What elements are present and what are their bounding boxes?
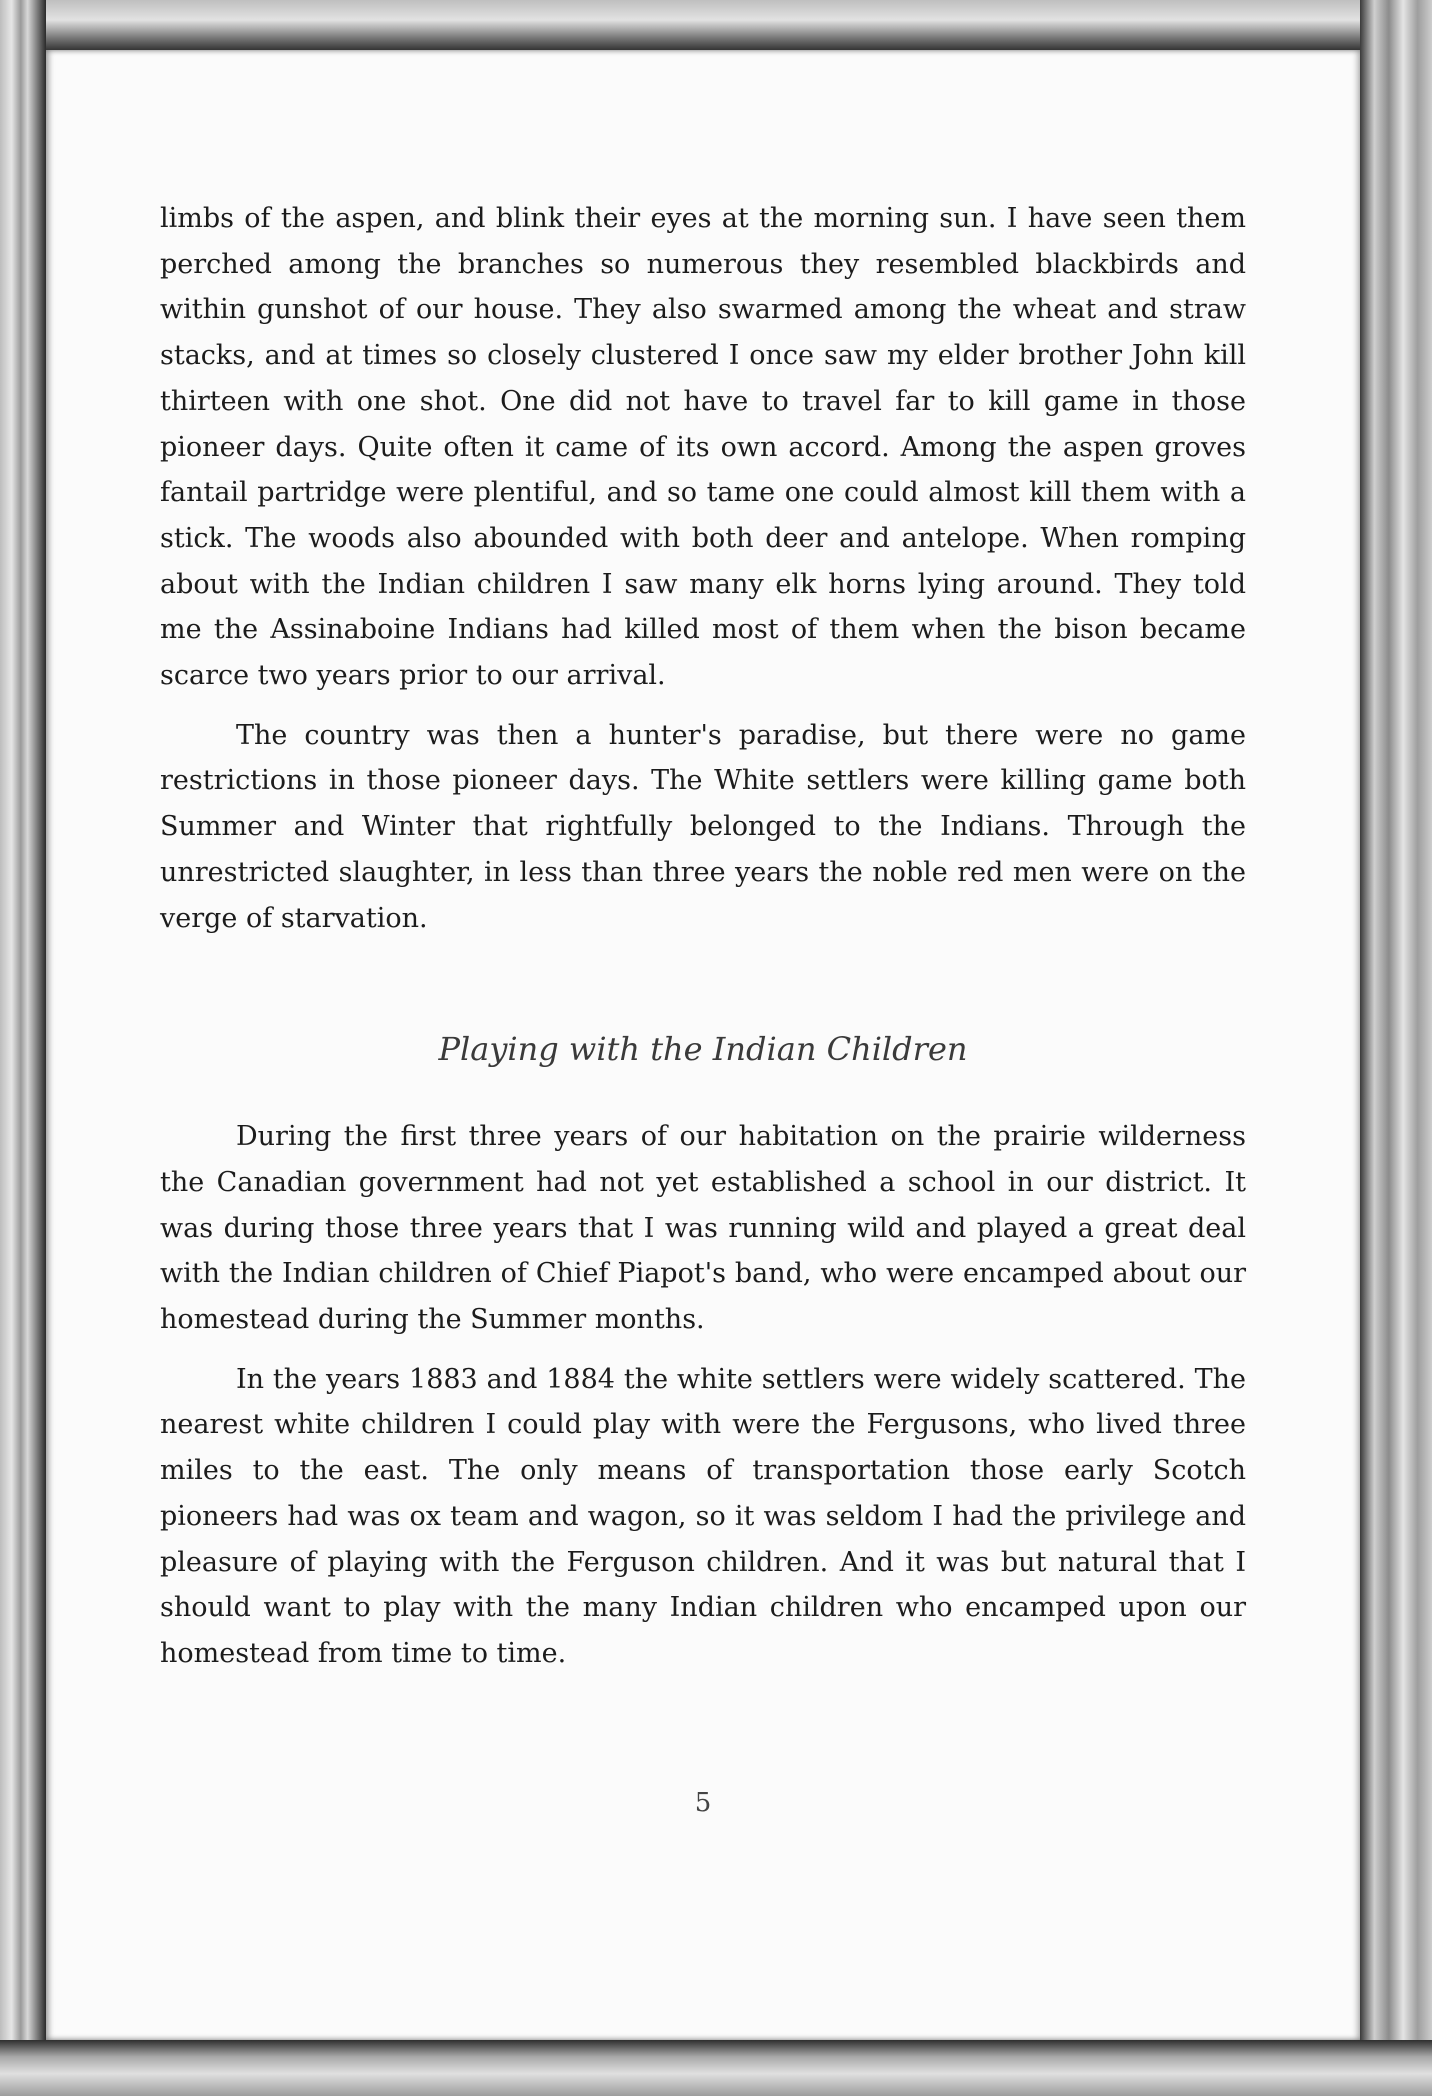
section-heading: Playing with the Indian Children: [438, 1030, 968, 1069]
paragraph-first-three-years: During the first three years of our habitation on the prairie wilderness the Canadian government had not yet established a school in our district. It was during those three years that I was running wild and played a great deal with the Indian children of Chief Piapot's band, who were encamped about our homestead during the Summer months.: [160, 1121, 1246, 1336]
page-body: [160, 196, 1246, 1691]
paragraph-continued: limbs of the aspen, and blink their eyes at the morning sun. I have seen them perched among the branches so numerous they resembled blackbirds and within gunshot of our house. They also swarmed among the wheat and straw stacks, and at times so closely clustered I once saw my elder brother John kill thirteen with one shot. One did not have to travel far to kill game in those pioneer days. Quite often it came of its own accord. Among the aspen groves fantail partridge were plentiful, and so tame one could almost kill them with a stick. The woods also abounded with both deer and antelope. When romping about with the Indian children I saw many elk horns lying around. They told me the Assinaboine Indians had killed most of them when the bison became scarce two years prior to our arrival.: [160, 203, 1246, 692]
page-number: 5: [694, 1788, 712, 1818]
scan-edge-bottom: [0, 2040, 1432, 2096]
scan-edge-top: [0, 0, 1432, 50]
scan-edge-left: [0, 0, 46, 2096]
paragraph-game-restrictions: The country was then a hunter's paradise, but there were no game restrictions in those pioneer days. The White settlers were killing game both Summer and Winter that rightfully belonged to the Indians. Through the unrestricted slaughter, in less than three years the noble red men were on the verge of starvation.: [160, 719, 1246, 934]
book-page: [46, 50, 1360, 2040]
scan-edge-right: [1360, 0, 1432, 2096]
paragraph-fergusons: In the years 1883 and 1884 the white settlers were widely scattered. The nearest white children I could play with were the Fergusons, who lived three miles to the east. The only means of transportation those early Scotch pioneers had was ox team and wagon, so it was seldom I had the privilege and pleasure of playing with the Ferguson children. And it was but natural that I should want to play with the many Indian children who encamped upon our homestead from time to time.: [160, 1363, 1246, 1669]
